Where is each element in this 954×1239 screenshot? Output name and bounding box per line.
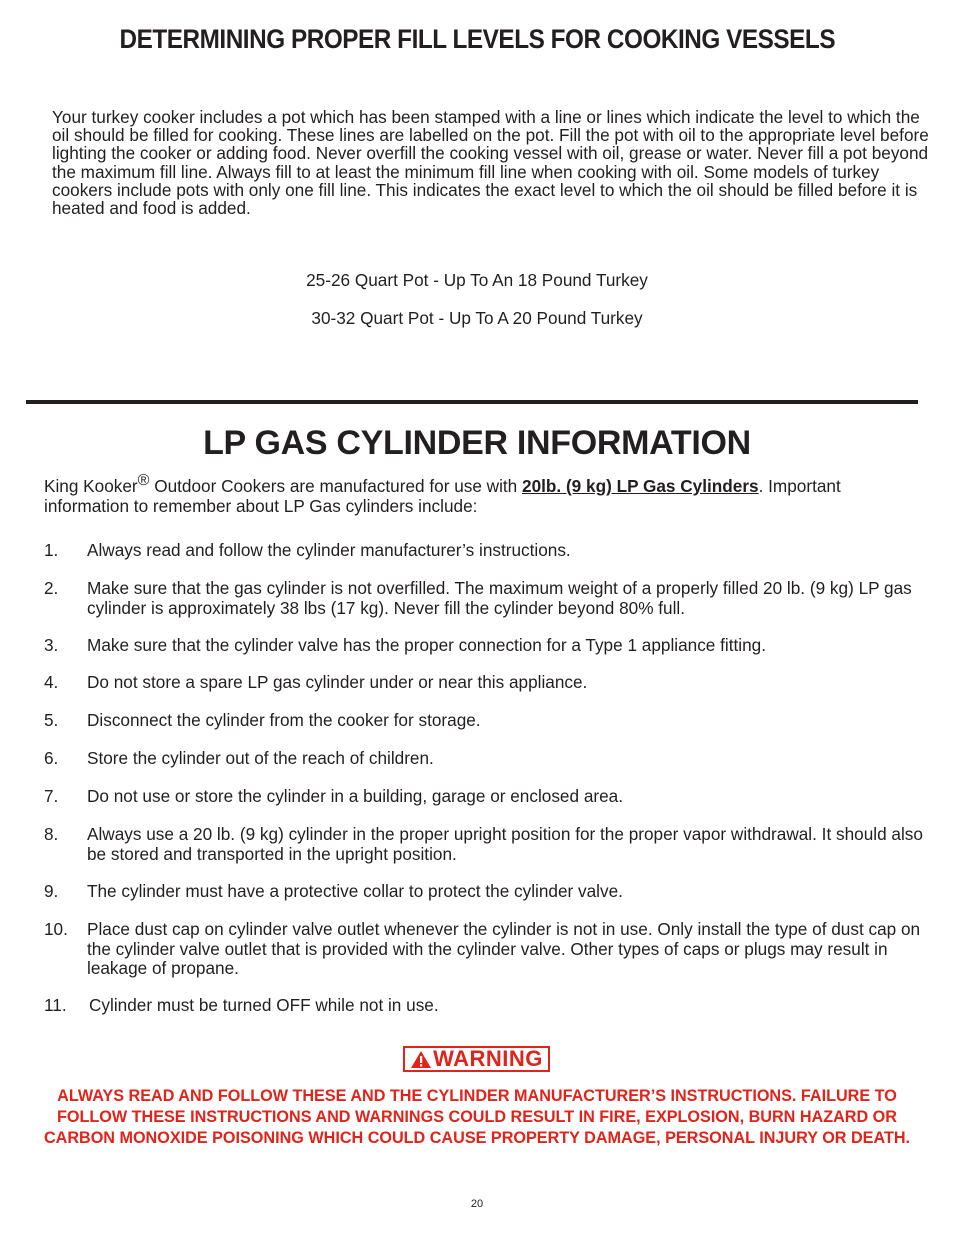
list-item-number: 3.	[44, 635, 59, 655]
list-item-number: 1.	[44, 540, 59, 560]
registered-mark: ®	[137, 472, 150, 489]
list-item	[44, 636, 924, 656]
page-number: 20	[470, 1198, 484, 1210]
list-item-text: Make sure that the gas cylinder is not overfilled. The maximum weight of a properly filled 20 lb. (9 kg) LP gas cylinder is approximately 38 lbs (17 kg). Never fill the cylinder beyond 80% full.	[87, 578, 912, 618]
list-item	[44, 996, 924, 1016]
list-item-text: Make sure that the cylinder valve has the proper connection for a Type 1 appliance fitting.	[87, 635, 766, 655]
list-item	[44, 882, 924, 902]
brand-name: King Kooker	[44, 476, 138, 496]
cylinder-size-emphasis: 20lb. (9 kg) LP Gas Cylinders	[522, 476, 759, 496]
pot-size-30-32: 30-32 Quart Pot - Up To A 20 Pound Turkey	[311, 308, 643, 328]
list-item	[44, 711, 924, 731]
intro-text-part1: Outdoor Cookers are manufactured for use with	[149, 476, 523, 496]
list-item-number: 11.	[44, 995, 67, 1015]
list-item-text: Place dust cap on cylinder valve outlet whenever the cylinder is not in use. Only install the type of dust cap on the cylinder valve outlet that is provided with the cylinder valve. Other types of caps or plugs may result in leakage of propane.	[87, 919, 921, 978]
list-item-text: Store the cylinder out of the reach of children.	[87, 748, 434, 768]
list-item-text: Do not use or store the cylinder in a building, garage or enclosed area.	[87, 786, 624, 806]
list-item	[44, 579, 924, 618]
list-item-number: 2.	[44, 578, 59, 598]
list-item-number: 8.	[44, 824, 59, 844]
intro-text-part2: . Important information to remember about LP Gas cylinders include:	[44, 476, 841, 516]
list-item-number: 6.	[44, 748, 59, 768]
list-item-text: Disconnect the cylinder from the cooker for storage.	[87, 710, 481, 730]
list-item	[44, 749, 924, 769]
section-divider	[26, 400, 918, 404]
list-item-number: 5.	[44, 710, 59, 730]
list-item-text: Always read and follow the cylinder manufacturer’s instructions.	[87, 540, 571, 560]
warning-text: ALWAYS READ AND FOLLOW THESE AND THE CYLINDER MANUFACTURER’S INSTRUCTIONS. FAILURE TO FOLLOW THESE INSTRUCTIONS AND WARNINGS COULD RESULT IN FIRE, EXPLOSION, BURN HAZARD OR CARBON MONOXIDE POISONING WHICH COULD CAUSE PROPERTY DAMAGE, PERSONAL INJURY OR DEATH.	[43, 1087, 911, 1147]
lp-gas-heading: LP GAS CYLINDER INFORMATION	[203, 424, 751, 462]
list-item	[44, 787, 924, 807]
list-item	[44, 825, 924, 864]
warning-triangle-icon	[410, 1050, 432, 1069]
warning-label: WARNING	[433, 1046, 543, 1071]
list-item-text: Cylinder must be turned OFF while not in use.	[89, 995, 439, 1015]
warning-badge	[403, 1046, 550, 1072]
list-item-number: 4.	[44, 672, 59, 692]
list-item	[44, 920, 924, 979]
list-item-text: Always use a 20 lb. (9 kg) cylinder in the proper upright position for the proper vapor withdrawal. It should also be stored and transported in the upright position.	[87, 824, 923, 864]
fill-levels-heading: DETERMINING PROPER FILL LEVELS FOR COOKING VESSELS	[119, 24, 836, 54]
list-item-number: 9.	[44, 881, 59, 901]
list-item	[44, 673, 924, 693]
list-item-text: Do not store a spare LP gas cylinder under or near this appliance.	[87, 672, 588, 692]
list-item-number: 7.	[44, 786, 59, 806]
list-item-text: The cylinder must have a protective collar to protect the cylinder valve.	[87, 881, 623, 901]
list-item-number: 10.	[44, 919, 68, 939]
list-item	[44, 541, 924, 561]
fill-levels-intro: Your turkey cooker includes a pot which has been stamped with a line or lines which indicate the level to which the oil should be filled for cooking. These lines are labelled on the pot. Fill the pot with oil to the appropriate level before lighting the cooker or adding food. Never overfill the cooking vessel with oil, grease or water. Never fill a pot beyond the maximum fill line. Always fill to at least the minimum fill line when cooking with oil. Some models of turkey cookers include pots with only one fill line. This indicates the exact level to which the oil should be filled before it is heated and food is added.	[52, 107, 929, 219]
lp-gas-intro	[44, 472, 924, 516]
pot-size-25-26: 25-26 Quart Pot - Up To An 18 Pound Turkey	[306, 270, 648, 290]
